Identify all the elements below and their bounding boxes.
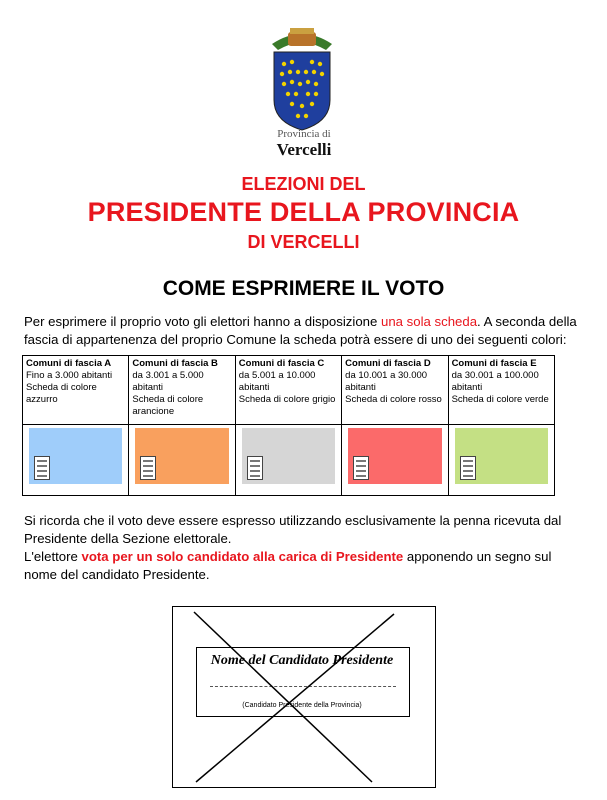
reminder-highlight: vota per un solo candidato alla carica di Presidente [81,549,404,564]
intro-text-1: Per esprimere il proprio voto gli elettori hanno a disposizione [24,314,381,329]
title-line2: PRESIDENTE DELLA PROVINCIA [87,197,520,227]
fascia-label: Comuni di fascia B [132,358,218,369]
fascia-cell-d [342,356,448,425]
fascia-label: Comuni di fascia C [238,358,325,369]
mini-ballot-icon [140,456,156,480]
fascia-color-text: Scheda di colore arancione [132,394,204,417]
fascia-color-text: Scheda di colore rosso [345,394,442,405]
fascia-color-text: Scheda di colore verde [451,394,549,405]
fascia-label: Comuni di fascia E [451,358,537,369]
reminder-text-2a: L'elettore [24,549,82,564]
ballot-card-a [29,428,122,484]
logo-text-line1: Provincia di [277,128,331,140]
title-line3: DI VERCELLI [247,232,360,252]
fascia-cell-a [23,356,129,425]
fascia-label: Comuni di fascia A [26,358,112,369]
candidate-sub-label: (Candidato Presidente della Provincia) [242,702,362,709]
card-cell-e [448,425,554,496]
intro-highlight: una sola scheda [380,314,478,329]
mini-ballot-icon [34,456,50,480]
fasce-table [22,355,555,496]
vote-cross-icon [172,606,436,788]
fascia-range: da 5.001 a 10.000 abitanti [238,370,316,393]
reminder-text-1: Si ricorda che il voto deve essere espresso utilizzando esclusivamente la penna ricevuta dal Presidente della Sezione elettorale. [24,513,562,546]
logo-text-line2: Vercelli [276,140,332,159]
reminder-text-2c: apponendo un segno sul nome del candidato Presidente. [24,549,552,582]
mini-ballot-icon [247,456,263,480]
mini-ballot-icon [353,456,369,480]
ballot-card-d [348,428,441,484]
card-cell-c [235,425,341,496]
ballot-card-b [135,428,228,484]
fascia-cell-c [235,356,341,425]
card-cell-a [23,425,129,496]
reminder-text-2 [24,548,584,584]
section-heading: COME ESPRIMERE IL VOTO [162,277,445,300]
title-line1: ELEZIONI DEL [241,174,366,194]
ballot-card-e [455,428,549,484]
card-cell-d [342,425,448,496]
fascia-range: Fino a 3.000 abitanti [26,370,113,381]
fascia-cell-e [448,356,554,425]
fasce-card-row [23,425,555,496]
fascia-label: Comuni di fascia D [345,358,431,369]
fascia-range: da 3.001 a 5.000 abitanti [132,370,204,393]
fascia-range: da 10.001 a 30.000 abitanti [345,370,428,393]
intro-text-2: . A seconda della fascia di appartenenza del proprio Comune la scheda potrà essere di uno dei seguenti colori: [24,314,577,347]
fascia-cell-b [129,356,235,425]
ballot-card-c [242,428,335,484]
fascia-color-text: Scheda di colore azzurro [26,382,97,405]
intro-paragraph [24,313,584,349]
fascia-color-text: Scheda di colore grigio [238,394,336,405]
candidate-name-label: Nome del Candidato Presidente [210,653,394,668]
card-cell-b [129,425,235,496]
mini-ballot-icon [460,456,476,480]
reminder-paragraph [24,512,584,584]
fasce-info-row [23,356,555,425]
fascia-range: da 30.001 a 100.000 abitanti [451,370,539,393]
